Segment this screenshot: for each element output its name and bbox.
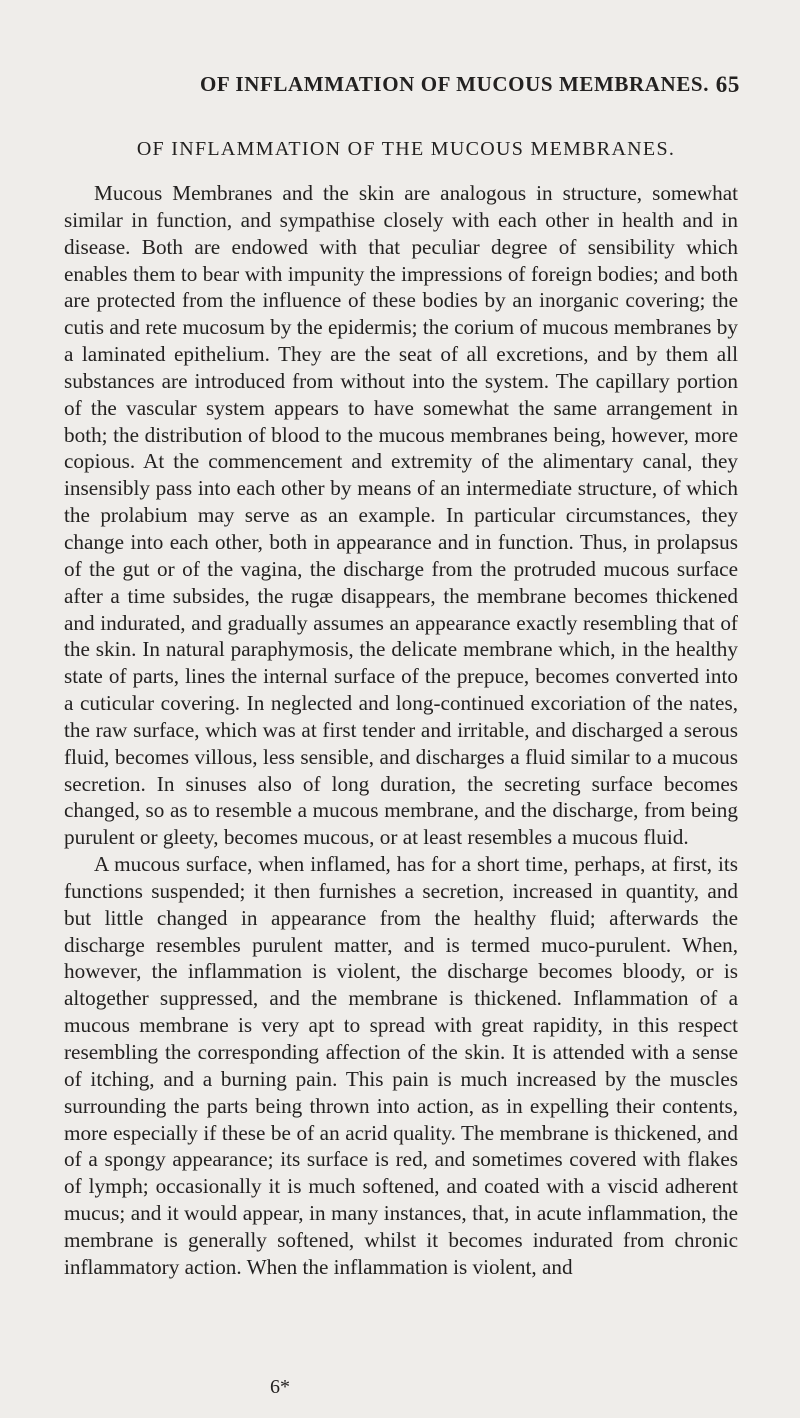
signature-mark: 6* (270, 1376, 290, 1398)
running-header (200, 72, 740, 106)
page-number: 65 (715, 72, 740, 97)
paragraph-2: A mucous surface, when inflamed, has for a short time, perhaps, at first, its functions suspended; it then furnishes a secretion, increased in quantity, and but little changed in appearance from the healthy fluid; afterwards the discharge resembles purulent matter, and is termed muco-purulent. When, however, the inflammation is violent, the discharge becomes bloody, or is altogether suppressed, and the membrane is thickened. Inflammation of a mucous membrane is very apt to spread with great rapidity, in this respect resembling the corresponding affection of the skin. It is attended with a sense of itching, and a burning pain. This pain is much increased by the muscles surrounding the parts being thrown into action, as in expelling their contents, more especially if these be of an acrid quality. The membrane is thickened, and of a spongy appearance; its surface is red, and sometimes covered with flakes of lymph; occasionally it is much softened, and coated with a viscid adherent mucus; and it would appear, in many instances, that, in acute inflammation, the membrane is generally softened, whilst it becomes indurated from chronic inflammatory action. When the inflammation is violent, and (64, 852, 738, 1279)
section-heading: OF INFLAMMATION OF THE MUCOUS MEMBRANES. (136, 138, 676, 160)
paragraph-1: Mucous Membranes and the skin are analogous in structure, somewhat similar in function, and sympathise closely with each other in health and in disease. Both are endowed with that peculiar degree of sensibility which enables them to bear with impunity the impressions of foreign bodies; and both are protected from the influence of these bodies by an inorganic covering; the cutis and rete mucosum by the epidermis; the corium of mucous membranes by a laminated epithelium. They are the seat of all excretions, and by them all substances are introduced from without into the system. The capillary portion of the vascular system appears to have somewhat the same arrangement in both; the distribution of blood to the mucous membranes being, however, more copious. At the commencement and extremity of the alimentary canal, they insensibly pass into each other by means of an intermediate structure, of which the prolabium may serve as an example. In particular circumstances, they change into each other, both in appearance and in function. Thus, in prolapsus of the gut or of the vagina, the discharge from the protruded mucous surface after a time subsides, the rugæ disappears, the membrane becomes thickened and indurated, and gradually assumes an appearance exactly resembling that of the skin. In natural paraphymosis, the delicate membrane which, in the healthy state of parts, lines the internal surface of the prepuce, becomes converted into a cuticular covering. In neglected and long-continued excoriation of the nates, the raw surface, which was at first tender and irritable, and discharged a serous fluid, becomes villous, less sensible, and discharges a fluid similar to a mucous secretion. In sinuses also of long duration, the secreting surface becomes changed, so as to resemble a mucous membrane, and the discharge, from being purulent or gleety, becomes mucous, or at least resembles a mucous fluid. (64, 181, 738, 850)
body-text (64, 180, 738, 1281)
running-title: OF INFLAMMATION OF MUCOUS MEMBRANES. (200, 72, 710, 96)
